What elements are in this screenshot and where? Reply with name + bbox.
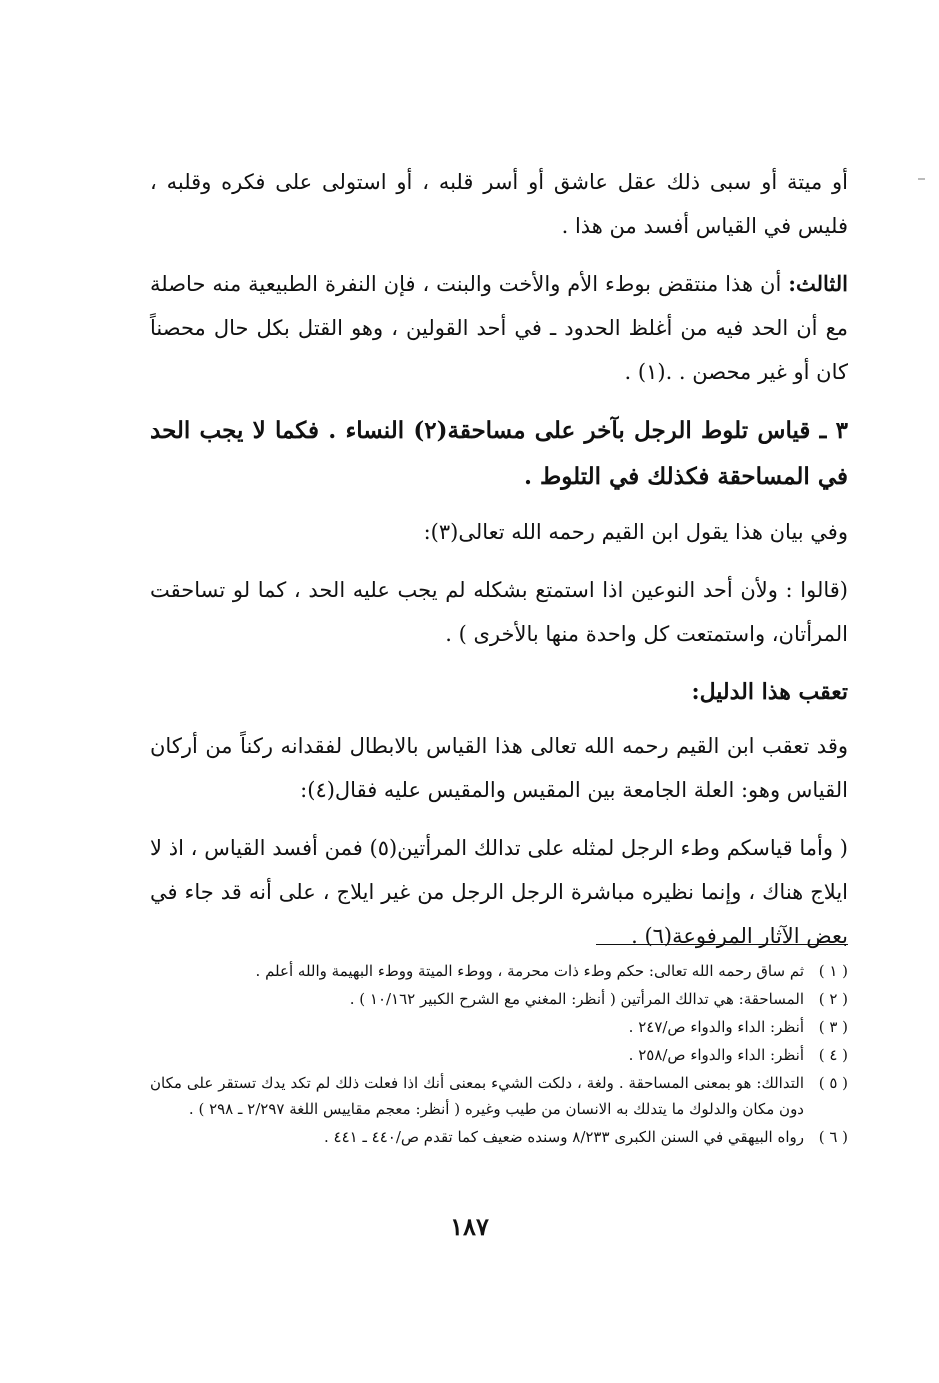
scan-speck	[918, 178, 925, 180]
paragraph-2-lead: الثالث:	[788, 271, 848, 296]
footnotes	[150, 958, 848, 1152]
footnote-number: ( ٥ )	[818, 1074, 848, 1092]
footnote-number: ( ١ )	[818, 962, 848, 980]
paragraph-2-text: أن هذا منتقض بوطء الأم والأخت والبنت ، فإن النفرة الطبيعية منه حاصلة مع أن الحد فيه من أغلظ الحدود ـ في أحد القولين ، وهو القتل بكل حال محصناً كان أو غير محصن . .(١) .	[150, 272, 848, 384]
paragraph-6-quote: ( وأما قياسكم وطء الرجل لمثله على تدالك المرأتين(٥) فمن أفسد القياس ، اذ لا ايلاج هناك ، وإنما نظيره مباشرة الرجل الرجل من غير ايلاج ، على أنه قد جاء في بعض الآثار المرفوعة(٦) .	[150, 836, 848, 948]
footnote-2	[150, 986, 848, 1012]
paragraph-4-quote: (قالوا : ولأن أحد النوعين اذا استمتع بشكله لم يجب عليه الحد ، كما لو تساحقت المرأتان، واستمتعت كل واحدة منها بالأخرى ) .	[150, 578, 848, 646]
footnote-text: التدالك: هو بمعنى المساحقة . ولغة ، دلكت الشيء بمعنى أنك اذا فعلت ذلك لم تكد يدك تستقر على مكان دون مكان والدلوك ما يتدلك به الانسان من طيب وغيره ( أنظر: معجم مقاييس اللغة ٢/٢٩٧ ـ ٢٩٨ ) .	[150, 1074, 804, 1118]
footnote-text: رواه البيهقي في السنن الكبرى ٨/٢٣٣ وسنده ضعيف كما تقدم ص/٤٤٠ ـ ٤٤١ .	[324, 1128, 804, 1146]
section-heading-3: ٣ ـ قياس تلوط الرجل بآخر على مساحقة(٢) النساء . فكما لا يجب الحد في المساحقة فكذلك في التلوط .	[150, 417, 848, 490]
paragraph-2	[150, 262, 848, 394]
footnote-5	[150, 1070, 848, 1122]
subheading-rebuttal: تعقب هذا الدليل:	[691, 679, 848, 705]
footnote-number: ( ٣ )	[818, 1018, 848, 1036]
footnote-text: المساحقة: هي تدالك المرأتين ( أنظر: المغني مع الشرح الكبير ١٠/١٦٢ ) .	[349, 990, 804, 1008]
footnote-text: أنظر: الداء والدواء ص/٢٤٧ .	[628, 1018, 804, 1036]
paragraph-3: وفي بيان هذا يقول ابن القيم رحمه الله تعالى(٣):	[423, 520, 848, 544]
footnote-number: ( ٤ )	[818, 1046, 848, 1064]
main-text	[150, 160, 848, 972]
footnote-3	[150, 1014, 848, 1040]
footnote-number: ( ٢ )	[818, 990, 848, 1008]
footnote-divider	[596, 944, 848, 945]
footnote-1	[150, 958, 848, 984]
footnote-6	[150, 1124, 848, 1150]
footnote-text: أنظر: الداء والدواء ص/٢٥٨ .	[628, 1046, 804, 1064]
paragraph-5: وقد تعقب ابن القيم رحمه الله تعالى هذا القياس بالابطال لفقدانه ركناً من أركان القياس وهو: العلة الجامعة بين المقيس والمقيس عليه فقال(٤):	[150, 734, 848, 802]
footnote-4	[150, 1042, 848, 1068]
footnote-text: ثم ساق رحمه الله تعالى: حكم وطء ذات محرمة ، ووطء الميتة ووطء البهيمة والله أعلم .	[255, 962, 804, 980]
paragraph-1: أو ميتة أو سبى ذلك عقل عاشق أو أسر قلبه ، أو استولى على فكره وقلبه ، فليس في القياس أفسد من هذا .	[150, 170, 848, 238]
page-number: ١٨٧	[450, 1212, 489, 1241]
footnote-number: ( ٦ )	[818, 1128, 848, 1146]
